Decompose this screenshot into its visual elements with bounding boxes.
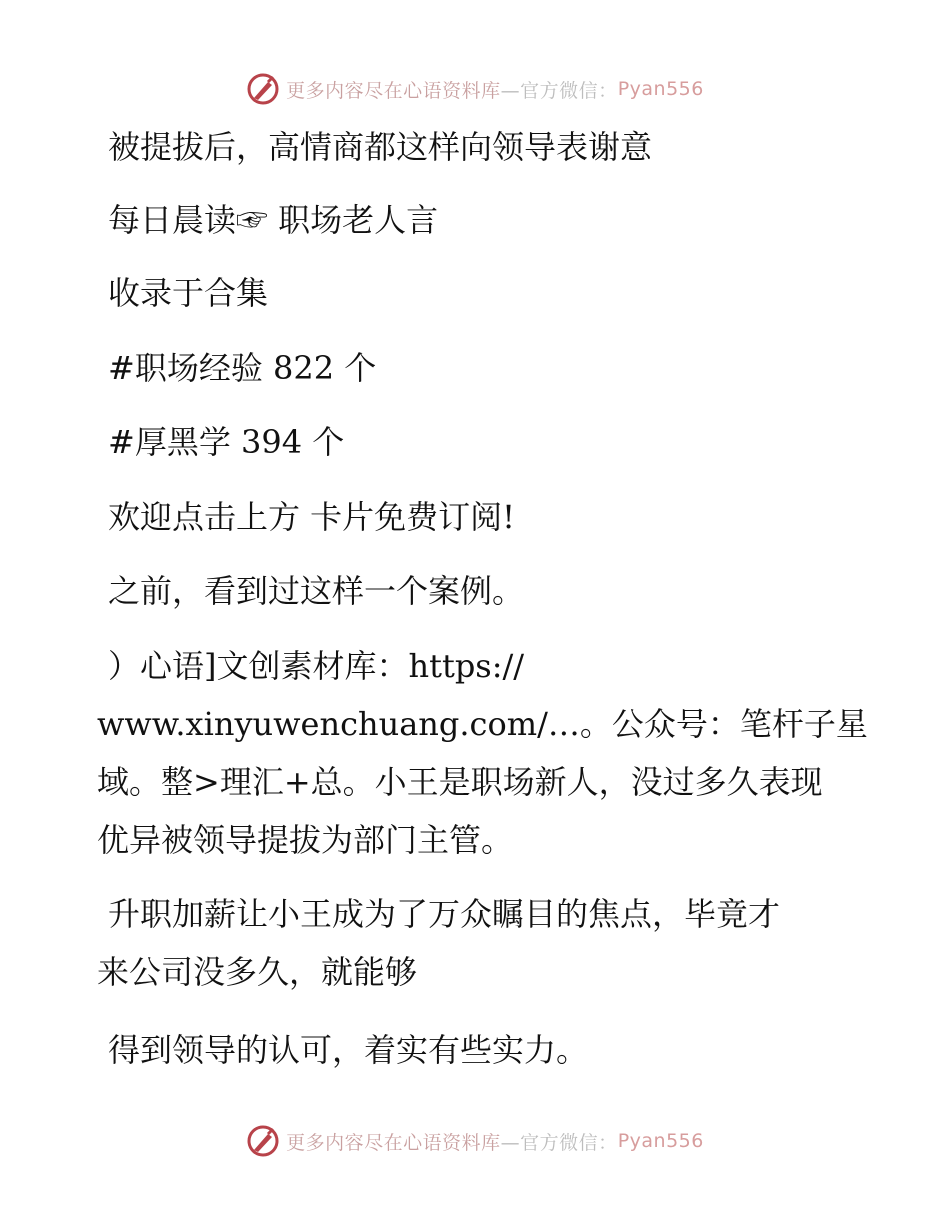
watermark-brand: 更多内容尽在心语资料库 bbox=[286, 1131, 501, 1154]
source-paragraph bbox=[97, 637, 868, 869]
watermark-contact-prefix: —官方微信： bbox=[500, 1131, 618, 1154]
watermark-banner-top bbox=[0, 72, 950, 106]
watermark-brand: 更多内容尽在心语资料库 bbox=[286, 79, 501, 102]
watermark-contact-id: Pyan556 bbox=[617, 78, 704, 100]
tag-houheixue[interactable]: #厚黑学 394 个 bbox=[108, 423, 345, 461]
morning-read-label: 每日晨读☞ 职场老人言 bbox=[108, 201, 439, 239]
case-intro: 之前，看到过这样一个案例。 bbox=[108, 572, 525, 610]
promotion-paragraph bbox=[97, 885, 857, 1001]
collection-label: 收录于合集 bbox=[108, 274, 269, 312]
article-title: 被提拔后，高情商都这样向领导表谢意 bbox=[108, 128, 653, 166]
promotion-line-2: 来公司没多久，就能够 bbox=[97, 953, 418, 991]
subscribe-prompt: 欢迎点击上方 卡片免费订阅! bbox=[108, 498, 516, 536]
source-line-2: www.xinyuwenchuang.com/…。公众号：笔杆子星 bbox=[97, 705, 868, 743]
watermark-contact-id: Pyan556 bbox=[617, 1130, 704, 1152]
pen-logo-icon bbox=[246, 72, 280, 106]
tag-experience[interactable]: #职场经验 822 个 bbox=[108, 349, 377, 387]
promotion-line-1: 升职加薪让小王成为了万众瞩目的焦点，毕竟才 bbox=[108, 895, 781, 933]
recognition-line: 得到领导的认可，着实有些实力。 bbox=[108, 1031, 589, 1069]
source-line-3: 域。整>理汇+总。小王是职场新人，没过多久表现 bbox=[97, 763, 823, 801]
pen-logo-icon bbox=[246, 1124, 280, 1158]
source-line-1: ）心语]文创素材库：https:// bbox=[108, 647, 525, 685]
watermark-contact-prefix: —官方微信： bbox=[500, 79, 618, 102]
source-line-4: 优异被领导提拔为部门主管。 bbox=[97, 821, 514, 859]
watermark-banner-bottom bbox=[0, 1124, 950, 1158]
